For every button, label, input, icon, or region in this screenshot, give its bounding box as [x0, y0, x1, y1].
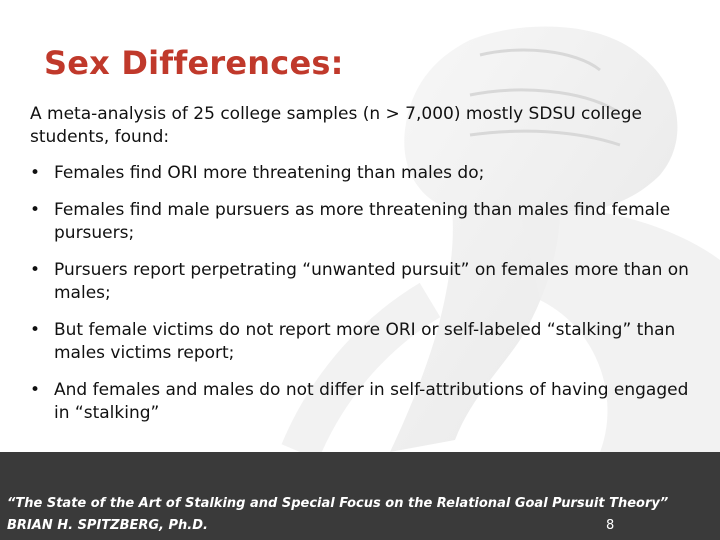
intro-text: A meta-analysis of 25 college samples (n > 7,000) mostly SDSU college students, found:	[30, 104, 642, 147]
list-item	[30, 199, 704, 245]
slide-title: Sex Differences:	[44, 44, 344, 82]
bullet-text: But female victims do not report more ORI or self-labeled “stalking” than males victims report;	[54, 320, 676, 363]
bullet-text: And females and males do not differ in self-attributions of having engaged in “stalking”	[54, 380, 689, 423]
bullet-dot-icon: •	[30, 260, 41, 280]
footer-author: BRIAN H. SPITZBERG, Ph.D.	[7, 518, 208, 533]
bullet-text: Females find male pursuers as more threatening than males find female pursuers;	[54, 200, 671, 243]
bullet-text: Females find ORI more threatening than males do;	[54, 163, 485, 183]
page-number: 8	[606, 518, 615, 533]
list-item	[30, 259, 704, 305]
bullet-dot-icon: •	[30, 163, 41, 183]
slide-footer	[0, 452, 720, 540]
bullet-dot-icon: •	[30, 200, 41, 220]
bullet-dot-icon: •	[30, 380, 41, 400]
list-item	[30, 319, 704, 365]
footer-quote: “The State of the Art of Stalking and Special Focus on the Relational Goal Pursuit Theory”	[7, 496, 669, 511]
list-item	[30, 379, 704, 425]
bullet-text: Pursuers report perpetrating “unwanted pursuit” on females more than on males;	[54, 260, 689, 303]
bullet-dot-icon: •	[30, 320, 41, 340]
list-item	[30, 162, 704, 185]
